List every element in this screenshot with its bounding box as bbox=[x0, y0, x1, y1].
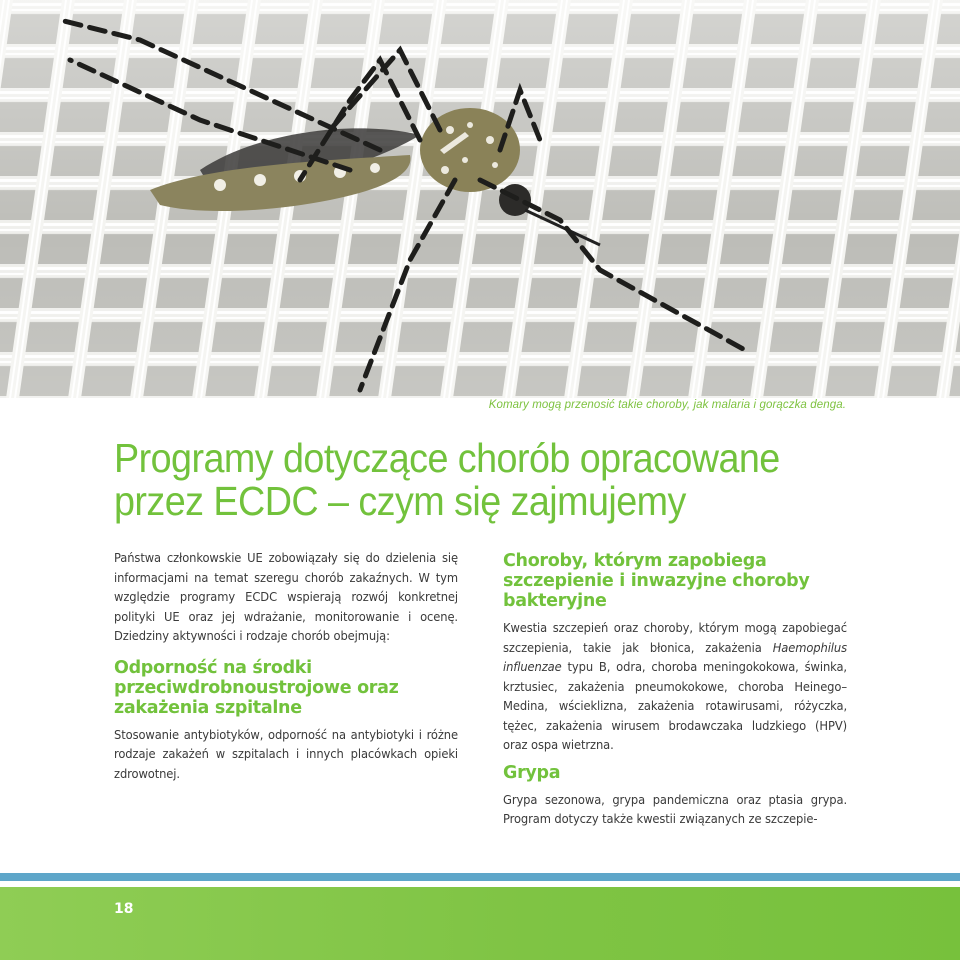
right-column bbox=[503, 549, 847, 830]
left-column bbox=[114, 549, 458, 784]
photo-caption: Komary mogą przenosić takie choroby, jak malaria i gorączka denga. bbox=[488, 399, 846, 411]
amr-paragraph: Stosowanie antybiotyków, odporność na antybiotyki i różne rodzaje zakażeń w szpitalach i innych placówkach opieki zdrowotnej. bbox=[114, 727, 458, 782]
vaccine-heading: Choroby, którym zapobiega szczepienie i inwazyjne choroby bakteryjne bbox=[503, 551, 810, 611]
vaccine-text-a: Kwestia szczepień oraz choroby, którym mogą zapobiegać szczepienia, takie jak błonica, zakażenia bbox=[503, 621, 847, 656]
mosquito-photo bbox=[0, 0, 960, 398]
influenza-paragraph: Grypa sezonowa, grypa pandemiczna oraz ptasia grypa. Program dotyczy także kwestii związanych ze szczepie- bbox=[503, 792, 847, 827]
page-title bbox=[114, 437, 813, 523]
vaccine-text-italic: Haemophilus influenzae bbox=[503, 640, 847, 675]
footer-blue-stripe bbox=[0, 873, 960, 881]
intro-paragraph: Państwa członkowskie UE zobowiązały się do dzielenia się informacjami na temat szeregu chorób zakaźnych. W tym względzie programy ECDC wspierają rozwój konkretnej polityki UE oraz jej wdrażanie, monitorowanie i ocenę. Dziedziny aktywności i rodzaje chorób obejmują: bbox=[114, 551, 458, 644]
influenza-heading: Grypa bbox=[503, 762, 561, 783]
page-number: 18 bbox=[114, 901, 134, 917]
footer-green-bar bbox=[0, 887, 960, 960]
amr-heading: Odporność na środki przeciwdrobnoustrojowe oraz zakażenia szpitalne bbox=[114, 657, 399, 718]
vaccine-text-b: typu B, odra, choroba meningokokowa, świnka, krztusiec, zakażenia pneumokokowe, choroba Heinego–Medina, wścieklizna, zakażenia rotawirusami, różyczka, tężec, zakażenia wirusem brodawczaka ludzkiego (HPV) oraz ospa wietrzna. bbox=[503, 660, 847, 753]
vaccine-paragraph bbox=[503, 619, 847, 756]
title-line-1: Programy dotyczące chorób opracowane bbox=[114, 435, 780, 481]
title-line-2: przez ECDC – czym się zajmujemy bbox=[114, 478, 686, 524]
